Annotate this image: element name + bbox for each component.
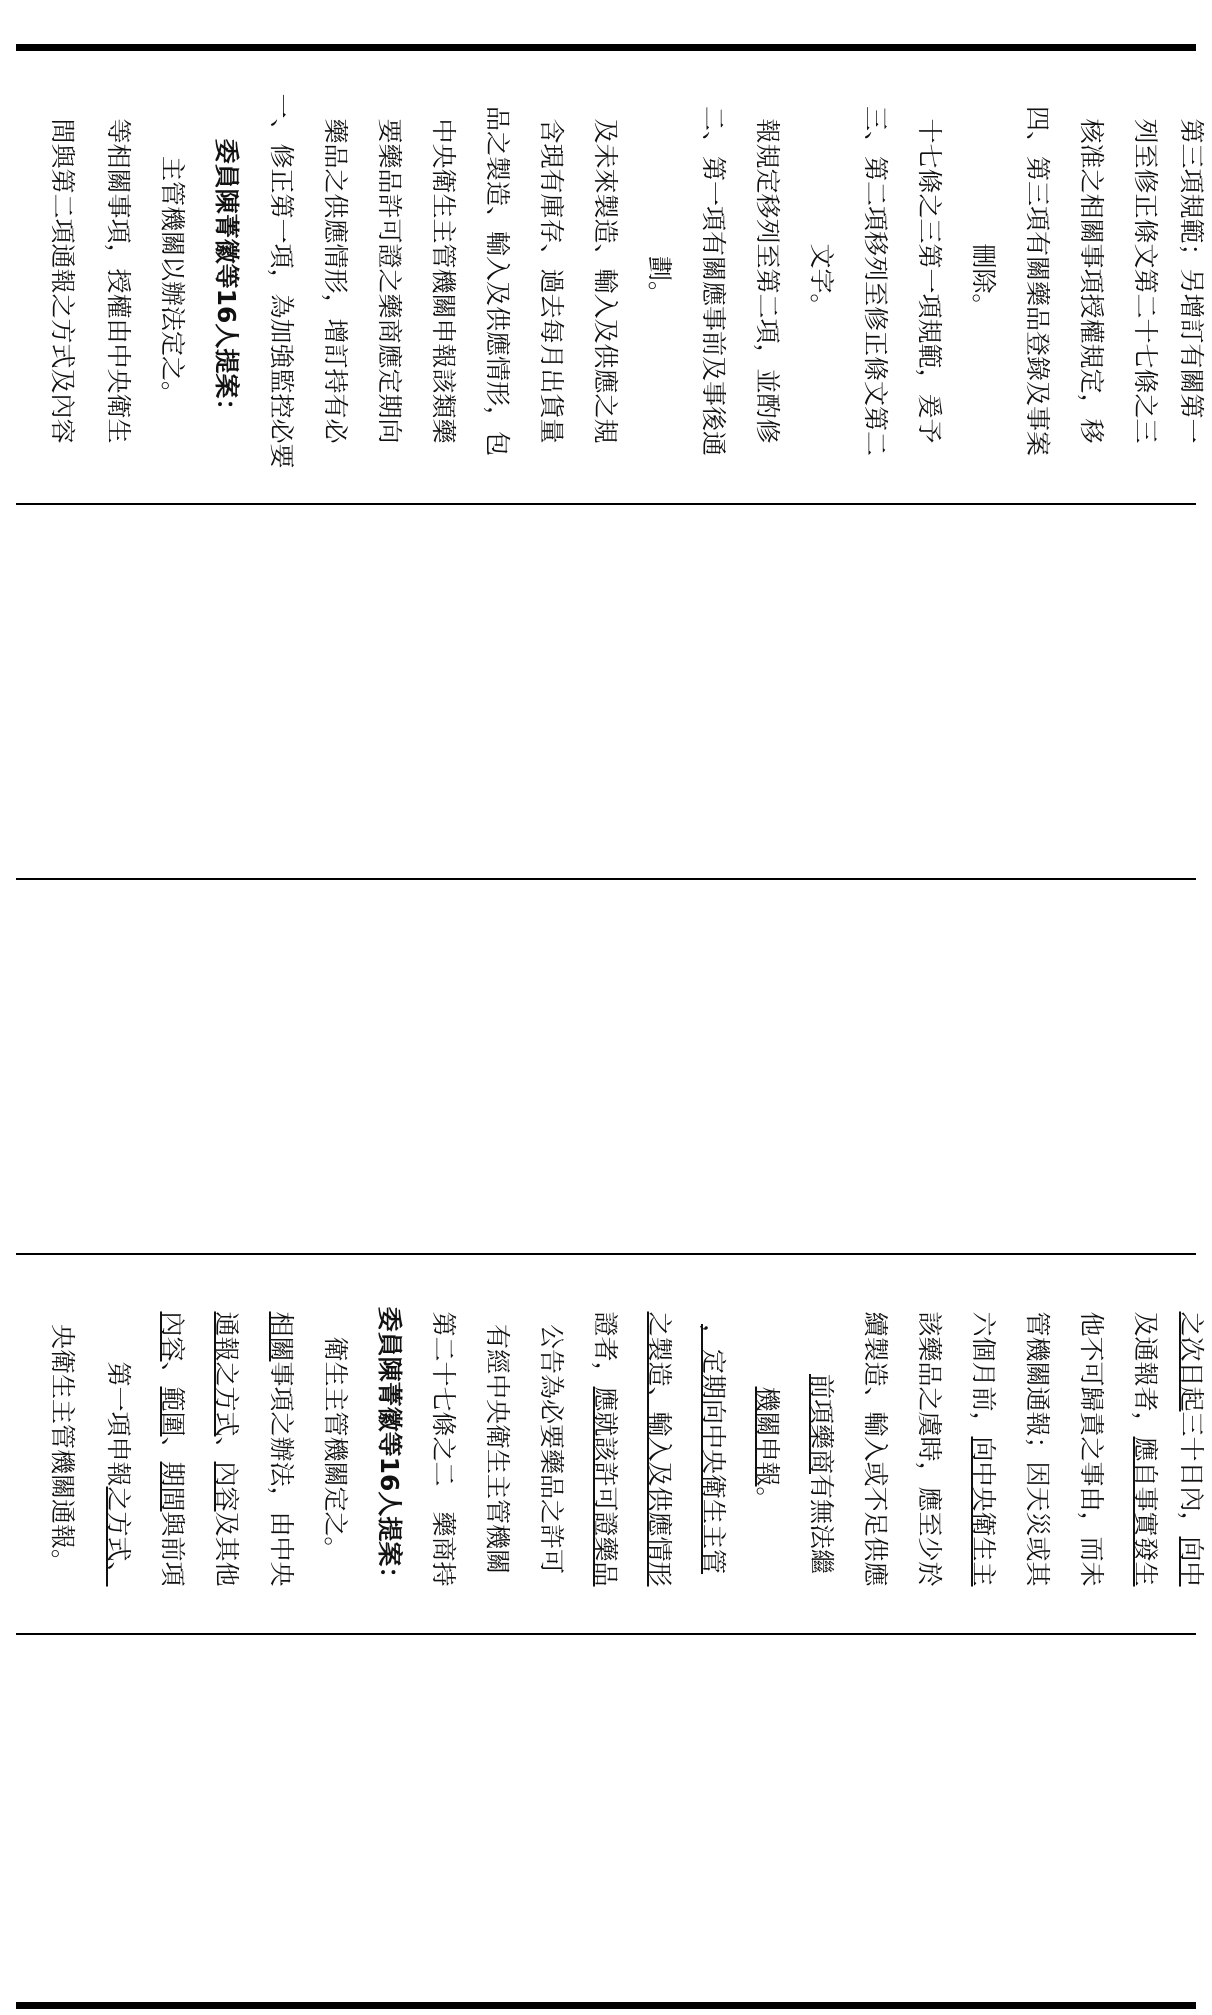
text-segment: 。 [753,1486,782,1512]
text-line-content [1125,118,1165,443]
text-segment: 委員陳菁徽等16人提案： [375,1306,404,1592]
text-line [1171,1263,1211,1635]
text-line-content [423,1311,463,1586]
text-segment: 藥品之供應情形，增訂持有必 [321,118,350,444]
text-line-content [1017,1311,1057,1586]
underlined-text: 向中央衛生主 [969,1436,998,1587]
text-line-content [315,1336,355,1561]
text-line-content [152,156,192,406]
text-line [369,58,409,504]
text-line [315,58,355,504]
text-line [423,1263,463,1635]
text-segment: 十七條之三第一項規範，爰予 [915,118,944,444]
text-segment: 含現有庫存、過去每月出貨量 [537,118,566,444]
text-segment: 證者， [591,1311,620,1387]
text-line [639,1263,679,1635]
text-line [152,58,192,504]
text-segment: 刪除。 [969,243,998,319]
text-line-content [42,118,82,443]
amendment-text-block [16,1263,1206,1635]
text-segment: 、 [158,1436,187,1462]
text-segment: 主管機關以辦法定之。 [158,155,187,407]
text-segment: 衛生主管機關定之。 [321,1336,350,1562]
text-line [1017,58,1057,504]
underlined-text: 通報之方式 [212,1311,241,1437]
text-segment: 二、第一項有關應事前及事後通 [699,105,728,457]
text-line-content [1071,118,1111,443]
text-segment: 及未來製造、輸入及供應之規 [591,118,620,444]
text-line-content [747,1386,787,1511]
text-line-content [261,93,301,468]
text-line [747,58,787,504]
text-line-content [963,1311,1003,1586]
text-segment: 中央衛生主管機關申報該類藥 [429,118,458,444]
text-line-content [1017,106,1057,456]
text-segment: 有無法繼 [807,1474,836,1575]
underlined-text: 範圍 [158,1386,187,1437]
text-line-content [693,106,733,456]
text-line-content [855,106,895,456]
text-line [261,1263,301,1635]
text-segment: 第一項申報 [104,1311,133,1487]
text-line [1125,58,1165,504]
text-line-content [909,118,949,443]
text-line [98,58,138,504]
text-line [423,58,463,504]
text-line [855,1263,895,1635]
text-segment: 第二十七條之二 藥商持 [429,1311,458,1587]
text-line-content [801,243,841,318]
text-segment: 六個月前， [969,1311,998,1437]
text-line-content [98,1311,138,1586]
text-segment: 三、第二項移列至修正條文第二 [861,105,890,457]
text-line [801,1263,841,1635]
text-line [693,58,733,504]
top-border-rule [16,44,1196,51]
text-segment: 一、修正第一項，為加強監控必要 [267,93,296,469]
text-line-content [585,118,625,443]
text-line-content [42,1324,82,1574]
text-line [152,1263,192,1635]
underlined-text: 之次日起 [1177,1311,1206,1412]
text-line [1071,58,1111,504]
underlined-text: 機關申報 [753,1386,782,1487]
text-line-content [206,1311,246,1586]
underlined-text: 內容 [212,1461,241,1512]
text-segment: 品之製造、輸入及供應情形，包 [483,105,512,457]
text-segment: 四、第三項有關藥品登錄及事案 [1023,105,1052,457]
text-segment: 及其他 [212,1511,241,1587]
underlined-text: 前項藥商 [807,1373,836,1475]
text-line-content [531,1324,571,1574]
text-line [98,1263,138,1635]
text-line [315,1263,355,1635]
text-line [855,58,895,504]
text-segment: 事項之辦法，由中央 [267,1361,296,1587]
underlined-text: 之製造、輸入及供應情形 [645,1311,674,1587]
text-line-content [423,118,463,443]
text-line-content [261,1311,301,1586]
text-segment: 及通報者， [1131,1311,1160,1437]
text-line-content [369,118,409,443]
text-line [1171,58,1211,504]
text-segment: 、 [158,1361,187,1387]
text-segment: 與前項 [158,1511,187,1587]
underlined-text: 內容 [158,1311,187,1362]
text-line-content [152,1311,192,1586]
text-line [42,58,82,504]
text-line [477,58,517,504]
text-line-content [693,1324,733,1574]
underlined-text: 應就該許可證藥品 [591,1386,620,1587]
text-line [42,1263,82,1635]
text-segment: 文字。 [807,243,836,319]
middle-row-divider [16,878,1196,880]
text-line [206,1263,246,1635]
text-segment: 公告為必要藥品之許可 [537,1323,566,1575]
text-line-content [1125,1311,1165,1586]
text-segment: 三十日內， [1177,1411,1206,1537]
text-line [747,1263,787,1635]
text-segment: 他不可歸責之事由，而未 [1077,1311,1106,1587]
bottom-border-rule [16,2002,1196,2009]
text-line-content [477,106,517,456]
text-line-content [639,256,679,306]
text-segment: 該藥品之虞時，應至少於 [915,1311,944,1587]
underlined-text: 之方式、 [104,1486,133,1587]
underlined-text: ，定期向中央衛生主管 [699,1323,728,1575]
text-segment: 要藥品許可證之藥商應定期向 [375,118,404,444]
text-segment [807,1324,836,1374]
text-segment: 第三項規範；另增訂有關第一 [1177,118,1206,444]
explanation-text-block [16,58,1206,504]
underlined-text: 向中 [1177,1536,1206,1587]
text-line-content [585,1311,625,1586]
text-line [963,1263,1003,1635]
text-segment: 有經中央衛生主管機關 [483,1323,512,1575]
text-line-content [963,243,1003,318]
proposal-heading [206,139,246,424]
text-line-content [477,1324,517,1574]
text-segment: 報規定移列至第二項，並酌修 [753,118,782,444]
text-line-content [747,118,787,443]
lower-row-divider [16,1253,1196,1255]
text-line-content [98,118,138,443]
text-line-content [1171,118,1211,443]
text-line [693,1263,733,1635]
text-line-content [1171,1311,1211,1586]
text-line [531,1263,571,1635]
text-line-content [1071,1311,1111,1586]
text-line [801,58,841,504]
text-line-content [315,118,355,443]
underlined-text: 期間 [158,1461,187,1512]
text-line-content [909,1311,949,1586]
text-segment: 委員陳菁徽等16人提案： [212,138,241,424]
text-segment: 核准之相關事項授權規定，移 [1077,118,1106,444]
text-segment: 等相關事項，授權由中央衛生 [104,118,133,444]
text-segment: 續製造、輸入或不足供應 [861,1311,890,1587]
text-segment: 劃。 [645,255,674,307]
text-line [206,58,246,504]
text-line [531,58,571,504]
text-line [1125,1263,1165,1635]
text-line [369,1263,409,1635]
text-line [585,58,625,504]
text-line [909,1263,949,1635]
underlined-text: 相關 [267,1311,296,1362]
text-segment: 管機關通報；因天災或其 [1023,1311,1052,1587]
text-segment: 間與第二項通報之方式及內容 [48,118,77,444]
text-line-content [531,118,571,443]
text-segment: 央衛生主管機關通報。 [48,1323,77,1575]
text-line [585,1263,625,1635]
proposal-heading [369,1307,409,1592]
text-line [477,1263,517,1635]
text-line [1071,1263,1111,1635]
text-line [963,58,1003,504]
text-segment: 列至修正條文第二十七條之三 [1131,118,1160,444]
text-line [909,58,949,504]
underlined-text: 應自事實發生 [1131,1436,1160,1587]
text-line [639,58,679,504]
text-line [261,58,301,504]
text-line-content [855,1311,895,1586]
text-line-content [639,1311,679,1586]
text-segment: 、 [212,1436,241,1462]
text-line-content [801,1324,841,1574]
text-line [1017,1263,1057,1635]
